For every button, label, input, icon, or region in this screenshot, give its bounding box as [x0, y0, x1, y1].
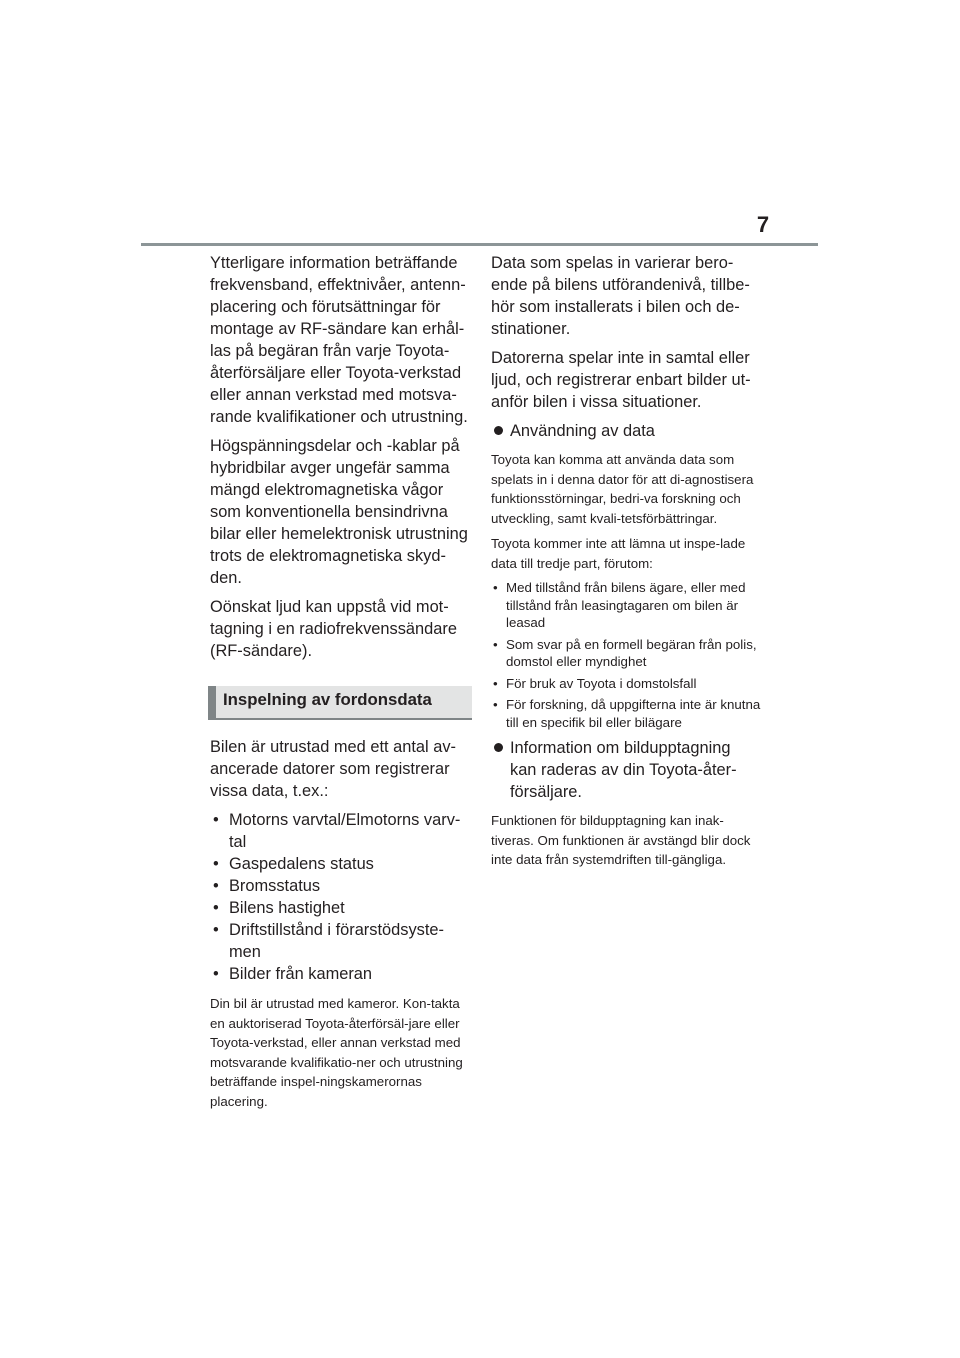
data-varies-paragraph: Data som spelas in varierar bero-ende på bilens utförandenivå, tillbe-hör som installerats i bilen och de-stinationer. — [491, 254, 750, 338]
disclosure-exceptions-list — [491, 579, 761, 731]
bullet-dot-icon — [494, 426, 503, 435]
left-column — [210, 252, 472, 1117]
page-number: 7 — [756, 212, 770, 237]
section-title: Inspelning av fordonsdata — [223, 690, 432, 709]
header-rule — [141, 243, 818, 246]
list-item: • Gaspedalens status — [210, 853, 472, 875]
list-item: • Bilens hastighet — [210, 897, 472, 919]
rf-info-paragraph: Ytterligare information beträffande frekvensband, effektnivåer, antenn-placering och förutsättningar för montage av RF-sändare kan erhål-las på begäran från varje Toyota-återförsäljare eller Toyota-verkstad eller annan verkstad med motsva-rande kvalifikationer och utrustning. — [210, 254, 468, 426]
bullet-dot-icon — [494, 743, 503, 752]
disclosure-paragraph: Toyota kommer inte att lämna ut inspe-lade data till tredje part, förutom: — [491, 536, 746, 571]
list-item: • Med tillstånd från bilens ägare, eller med tillstånd från leasingtagaren om bilen är leasad — [491, 579, 761, 632]
usage-paragraph: Toyota kan komma att använda data som spelats in i denna dator för att di-agnostisera funktionsstörningar, bedri-va forskning och utveckling, samt kvali-tetsförbättringar. — [491, 452, 754, 526]
recorded-data-list — [210, 809, 472, 985]
list-item: • För bruk av Toyota i domstolsfall — [491, 675, 761, 693]
section-heading — [208, 686, 472, 720]
list-item: • För forskning, då uppgifterna inte är knutna till en specifik bil eller bilägare — [491, 696, 761, 731]
right-column — [491, 252, 761, 876]
high-voltage-paragraph: Högspänningsdelar och -kablar på hybridbilar avger ungefär samma mängd elektromagnetiska vågor som konventionella bensindrivna bilar eller hemelektronisk utrustning trots de elektromagnetiska skyd-den. — [210, 437, 468, 587]
subheading-data-usage: Användning av data — [491, 420, 761, 442]
no-audio-paragraph: Datorerna spelar inte in samtal eller ljud, och registrerar enbart bilder ut-anför bilen i vissa situationer. — [491, 349, 751, 411]
list-item: • Driftstillstånd i förarstödsyste-men — [210, 919, 472, 963]
camera-note: Din bil är utrustad med kameror. Kon-takta en auktoriserad Toyota-återförsäl-jare eller Toyota-verkstad, eller annan verkstad med motsvarande kvalifikatio-ner och utrustning beträffande inspel-ningskamerornas placering. — [210, 996, 463, 1109]
list-item: • Bilder från kameran — [210, 963, 472, 985]
list-item: • Bromsstatus — [210, 875, 472, 897]
noise-paragraph: Oönskat ljud kan uppstå vid mot-tagning i en radiofrekvenssändare (RF-sändare). — [210, 598, 457, 660]
list-item: • Som svar på en formell begäran från polis, domstol eller myndighet — [491, 636, 761, 671]
list-item: • Motorns varvtal/Elmotorns varv-tal — [210, 809, 472, 853]
subheading-image-recording: Information om bildupptagning kan raderas av din Toyota-åter-försäljare. — [491, 737, 761, 803]
image-recording-paragraph: Funktionen för bildupptagning kan inak-tiveras. Om funktionen är avstängd blir dock inte data från systemdriften till-gängliga. — [491, 813, 751, 867]
data-intro-paragraph: Bilen är utrustad med ett antal av-ancerade datorer som registrerar vissa data, t.ex.: — [210, 738, 456, 800]
